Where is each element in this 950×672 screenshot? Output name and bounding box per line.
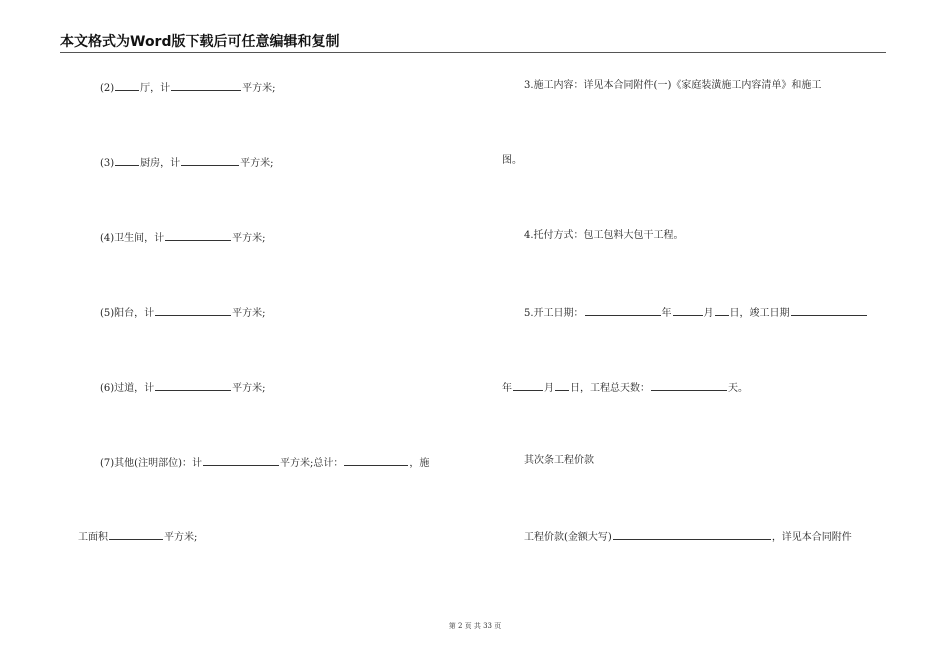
item-kitchen-name-blank	[115, 155, 139, 166]
total-days-blank	[651, 380, 727, 391]
item-hall-suffix: 平方米;	[242, 83, 276, 94]
total-days-label: 日，工程总天数：	[570, 383, 650, 394]
contract-method: 4.托付方式：包工包料大包干工程。	[524, 230, 684, 241]
start-month-blank	[673, 305, 703, 316]
article-title: 其次条工程价款	[524, 455, 594, 466]
construction-content-line1: 3.施工内容：详见本合同附件(一)《家庭装潢施工内容清单》和施工	[524, 80, 822, 91]
end-date-line	[502, 380, 748, 395]
item-construction-area	[78, 529, 197, 544]
page-footer: 第 2 页 共 33 页	[448, 622, 502, 630]
item-corridor-prefix: (6)过道，计	[100, 383, 155, 394]
start-year-blank	[585, 305, 661, 316]
item-hall-name-blank	[115, 80, 139, 91]
item-other-area-blank	[203, 455, 279, 466]
item-kitchen-label: 厨房，计	[140, 158, 181, 169]
end-month-label: 月	[544, 383, 554, 394]
total-days-unit: 天。	[728, 383, 748, 394]
item-balcony-suffix: 平方米;	[232, 308, 266, 319]
item-kitchen	[100, 155, 274, 170]
item-hall-label: 厅，计	[140, 83, 171, 94]
header-title: 本文格式为Word版下载后可任意编辑和复制	[60, 34, 340, 50]
item-hall-area-blank	[171, 80, 241, 91]
completion-date-label: 日，竣工日期	[729, 308, 790, 319]
start-month-label: 月	[703, 308, 714, 319]
end-year-label: 年	[502, 383, 512, 394]
start-date-label: 5.开工日期：	[524, 308, 584, 319]
item-hall	[100, 80, 276, 95]
item-bathroom	[100, 230, 266, 245]
item-bathroom-area-blank	[165, 230, 231, 241]
item-kitchen-suffix: 平方米;	[240, 158, 274, 169]
item-construction-area-blank	[109, 529, 163, 540]
item-balcony	[100, 305, 266, 320]
item-balcony-area-blank	[155, 305, 231, 316]
item-other-prefix: (7)其他(注明部位)：计	[100, 458, 202, 469]
item-other-total-label: 平方米;总计：	[279, 458, 344, 469]
completion-date-blank	[791, 305, 867, 316]
item-bathroom-prefix: (4)卫生间，计	[100, 233, 165, 244]
end-month-blank	[513, 380, 543, 391]
item-balcony-prefix: (5)阳台，计	[100, 308, 155, 319]
start-year-label: 年	[661, 308, 672, 319]
start-date-line	[524, 305, 868, 320]
item-corridor-suffix: 平方米;	[232, 383, 266, 394]
page-header	[60, 34, 886, 53]
item-construction-area-suffix: 平方米;	[164, 532, 198, 543]
item-other-suffix: ，施	[409, 458, 430, 469]
price-line	[524, 529, 852, 544]
price-label: 工程价款(金额大写)	[524, 532, 612, 543]
item-corridor	[100, 380, 266, 395]
item-kitchen-area-blank	[181, 155, 239, 166]
price-suffix: ，详见本合同附件	[771, 532, 852, 543]
end-day-blank	[555, 380, 569, 391]
item-construction-area-prefix: 工面积	[78, 532, 108, 543]
item-hall-prefix: (2)	[100, 83, 115, 94]
item-kitchen-prefix: (3)	[100, 158, 115, 169]
item-other	[100, 455, 429, 470]
item-bathroom-suffix: 平方米;	[232, 233, 266, 244]
price-amount-blank	[613, 529, 771, 540]
item-corridor-area-blank	[155, 380, 231, 391]
item-other-total-blank	[344, 455, 408, 466]
start-day-blank	[715, 305, 729, 316]
construction-content-line2: 图。	[502, 155, 522, 166]
